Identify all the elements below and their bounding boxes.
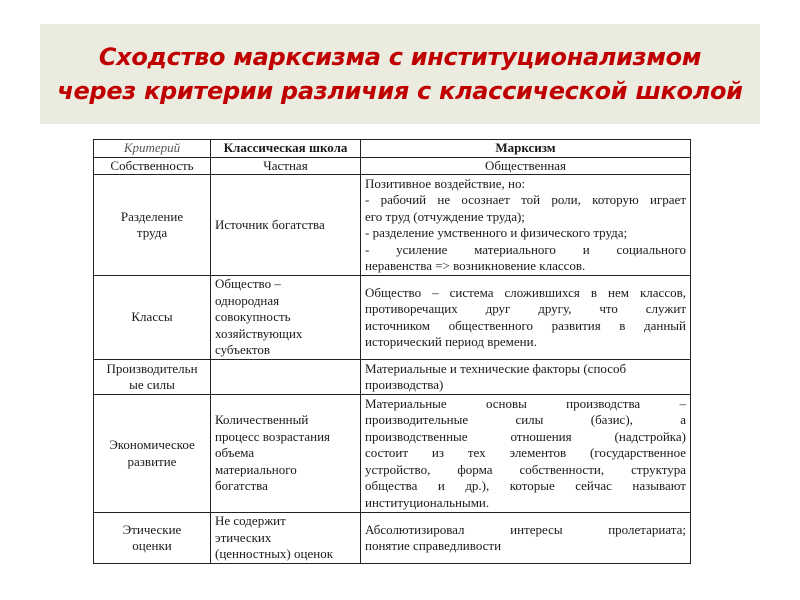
marxism-text-line: общества и др.), которые сейчас называют <box>365 478 686 494</box>
marxism-text-line: его труд (отчуждение труда); <box>365 208 525 224</box>
marxism-cell <box>361 276 691 360</box>
header-marxism: Марксизм <box>361 140 691 158</box>
marxism-cell <box>361 513 691 564</box>
header-classical-school: Классическая школа <box>211 140 361 158</box>
criterion-cell: Разделение труда <box>94 175 211 276</box>
marxism-text-line: производства) <box>365 377 444 392</box>
classical-cell: Не содержит этических (ценностных) оценок <box>211 513 361 564</box>
classical-cell: Источник богатства <box>211 175 361 276</box>
marxism-text-line: неравенства => возникновение классов. <box>365 258 586 273</box>
criterion-cell: Собственность <box>94 157 211 175</box>
marxism-text-line: производственные отношения (надстройка) <box>365 428 686 444</box>
marxism-text-line: Общество – система сложившихся в нем классов, <box>365 284 686 300</box>
table-row <box>94 395 691 513</box>
marxism-cell <box>361 395 691 513</box>
marxism-text-line: понятие справедливости <box>365 538 502 553</box>
title-banner <box>40 24 760 124</box>
marxism-text-line: - рабочий не осознает той роли, которую играет <box>365 192 686 207</box>
comparison-table <box>93 139 691 564</box>
classical-cell: Частная <box>211 157 361 175</box>
slide-title-line-2: через критерии различия с классической школой <box>57 77 743 105</box>
marxism-text-line: Материальные основы производства – <box>365 395 686 411</box>
marxism-text-line: Абсолютизировал интересы пролетариата; <box>365 521 686 537</box>
marxism-text-line: источником общественного развития в данный <box>365 317 686 333</box>
marxism-text-line: устройство, форма собственности, структура <box>365 461 686 477</box>
criterion-cell: Классы <box>94 276 211 360</box>
classical-cell <box>211 360 361 395</box>
marxism-text-line: - разделение умственного и физического труда; <box>365 225 628 240</box>
marxism-cell <box>361 175 691 276</box>
marxism-text-line: Общественная <box>484 157 567 173</box>
marxism-text-line: Материальные и технические факторы (способ <box>365 360 627 376</box>
criterion-cell: Производительн ые силы <box>94 360 211 395</box>
marxism-text-line: - усиление материального и социального <box>365 241 686 257</box>
criterion-cell: Этические оценки <box>94 513 211 564</box>
table-row <box>94 276 691 360</box>
marxism-cell <box>361 360 691 395</box>
criterion-cell: Экономическое развитие <box>94 395 211 513</box>
header-criterion: Критерий <box>94 140 211 158</box>
marxism-text-line: состоит из тех элементов (государственное <box>365 445 686 461</box>
marxism-text-line: институциональными. <box>365 494 490 510</box>
classical-cell: Количественный процесс возрастания объема материального богатства <box>211 395 361 513</box>
table-row <box>94 513 691 564</box>
table-row <box>94 175 691 276</box>
slide-title-line-1: Сходство марксизма с институционализмом <box>98 43 702 71</box>
marxism-text-line: противоречащих друг другу, что служит <box>365 301 686 316</box>
classical-cell: Общество – однородная совокупность хозяйствующих субъектов <box>211 276 361 360</box>
marxism-cell <box>361 157 691 175</box>
marxism-text-line: Позитивное воздействие, но: <box>365 175 526 191</box>
table-row <box>94 360 691 395</box>
marxism-text-line: исторический период времени. <box>365 334 537 349</box>
marxism-text-line: производительные силы (базис), а <box>365 412 686 428</box>
table-header-row <box>94 140 691 158</box>
table-row <box>94 157 691 175</box>
